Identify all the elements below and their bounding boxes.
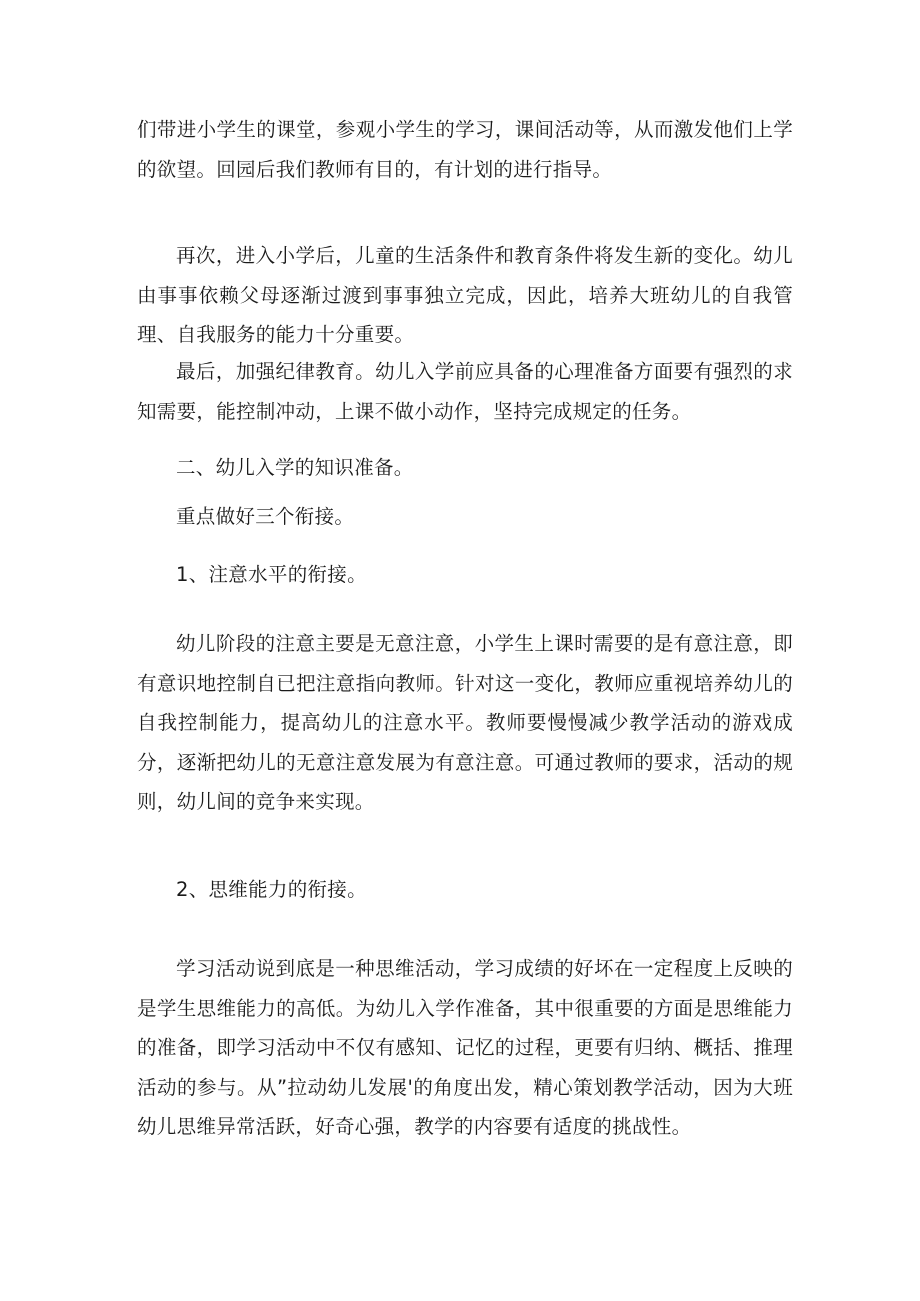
paragraph-three-connections: 重点做好三个衔接。 — [176, 505, 355, 528]
paragraph-discipline: 最后，加强纪律教育。幼儿入学前应具备的心理准备方面要有强烈的求知需要，能控制冲动，上课不做小动作，坚持完成规定的任务。 — [137, 360, 793, 423]
paragraph-attention: 幼儿阶段的注意主要是无意注意，小学生上课时需要的是有意注意，即有意识地控制自已把注意指向教师。针对这一变化，教师应重视培养幼儿的自我控制能力，提高幼儿的注意水平。教师要慢慢减少教学活动的游戏成分，逐渐把幼儿的无意注意发展为有意注意。可通过教师的要求，活动的规则，幼儿间的竞争来实现。 — [137, 632, 793, 813]
paragraph-continuation: 们带进小学生的课堂，参观小学生的学习，课间活动等，从而激发他们上学的欲望。回园后我们教师有目的，有计划的进行指导。 — [137, 118, 793, 181]
paragraph-transition-changes: 再次，进入小学后，儿童的生活条件和教育条件将发生新的变化。幼儿由事事依赖父母逐渐过渡到事事独立完成，因此，培养大班幼儿的自我管理、自我服务的能力十分重要。 — [137, 244, 793, 346]
section-heading-knowledge: 二、幼儿入学的知识准备。 — [176, 456, 414, 479]
subheading-attention: 1、注意水平的衔接。 — [176, 563, 367, 586]
paragraph-thinking: 学习活动说到底是一种思维活动，学习成绩的好坏在一定程度上反映的是学生思维能力的高低。为幼儿入学作准备，其中很重要的方面是思维能力的准备，即学习活动中不仅有感知、记忆的过程，更要有归纳、概括、推理活动的参与。从”拉动幼儿发展'的角度出发，精心策划教学活动，因为大班幼儿思维异常活跃，好奇心强，教学的内容要有适度的挑战性。 — [137, 957, 793, 1138]
subheading-thinking: 2、思维能力的衔接。 — [176, 878, 367, 901]
